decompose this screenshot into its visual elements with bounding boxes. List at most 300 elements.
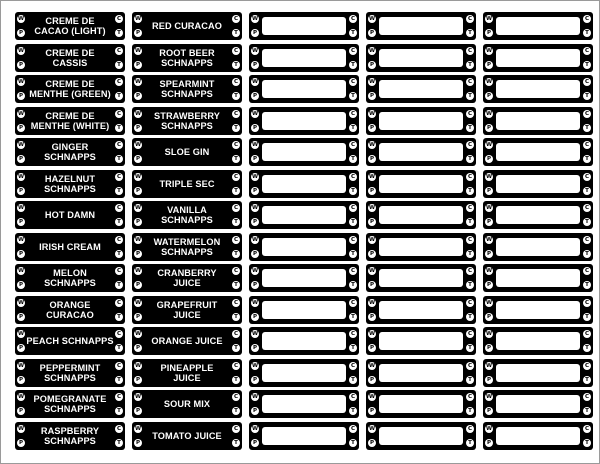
label-text: WATERMELON SCHNAPPS [153, 236, 221, 257]
badge-p-icon: P [135, 439, 141, 446]
blank-write-area [379, 49, 463, 67]
badge-w-icon: W [251, 331, 259, 337]
badge-w-icon: W [368, 142, 376, 148]
blank-bottle-label [249, 327, 359, 355]
badge-p-icon: P [369, 124, 375, 131]
label-text: MELON SCHNAPPS [44, 268, 96, 288]
badge-w-icon: W [134, 79, 142, 85]
badge-t-icon: T [466, 407, 474, 415]
badge-c-icon: C [584, 362, 590, 369]
badge-c-icon: C [350, 142, 356, 148]
badge-t-icon: T [115, 281, 123, 289]
blank-write-area [379, 206, 463, 224]
badge-p-icon: P [252, 30, 258, 36]
label-text: SLOE GIN [164, 147, 210, 157]
blank-bottle-label [366, 44, 476, 72]
bottle-label [15, 296, 125, 324]
badge-c-icon: C [584, 394, 590, 400]
bottle-label [15, 201, 125, 229]
blank-write-area [262, 395, 346, 413]
badge-w-icon: W [251, 47, 259, 54]
badge-t-icon: T [349, 124, 357, 132]
badge-c-icon: C [233, 236, 239, 243]
blank-write-area [496, 301, 580, 319]
badge-w-icon: W [251, 268, 259, 274]
badge-t-icon: T [583, 407, 591, 415]
bottle-label [132, 201, 242, 229]
badge-c-icon: C [116, 16, 122, 22]
badge-w-icon: W [17, 299, 25, 306]
badge-w-icon: W [485, 268, 493, 274]
badge-c-icon: C [584, 299, 590, 306]
badge-p-icon: P [18, 408, 24, 414]
blank-write-area [496, 112, 580, 130]
label-text: VANILLA SCHNAPPS [161, 205, 213, 225]
badge-t-icon: T [115, 344, 123, 352]
badge-t-icon: T [232, 407, 240, 415]
blank-write-area [379, 80, 463, 98]
label-text: CREME DE CACAO (LIGHT) [34, 16, 106, 36]
blank-write-area [262, 112, 346, 130]
blank-bottle-label [483, 264, 593, 292]
badge-w-icon: W [17, 173, 25, 180]
badge-c-icon: C [116, 331, 122, 337]
bottle-label [132, 359, 242, 387]
blank-write-area [496, 395, 580, 413]
badge-t-icon: T [583, 281, 591, 289]
badge-p-icon: P [486, 408, 492, 414]
badge-t-icon: T [583, 250, 591, 258]
badge-w-icon: W [134, 299, 142, 306]
badge-t-icon: T [583, 313, 591, 321]
badge-c-icon: C [233, 47, 239, 54]
blank-write-area [496, 427, 580, 445]
badge-w-icon: W [251, 236, 259, 243]
label-text: CRANBERRY JUICE [157, 268, 217, 288]
badge-w-icon: W [485, 79, 493, 85]
badge-w-icon: W [251, 362, 259, 369]
label-text: STRAWBERRY SCHNAPPS [154, 110, 220, 131]
blank-write-area [496, 175, 580, 193]
label-text: PEPPERMINT SCHNAPPS [39, 362, 101, 383]
bottle-label [132, 138, 242, 166]
badge-c-icon: C [233, 173, 239, 180]
badge-t-icon: T [466, 187, 474, 195]
badge-c-icon: C [233, 205, 239, 211]
badge-p-icon: P [18, 93, 24, 99]
bottle-label [15, 233, 125, 261]
badge-w-icon: W [134, 394, 142, 400]
badge-c-icon: C [584, 425, 590, 432]
badge-t-icon: T [115, 250, 123, 258]
badge-c-icon: C [350, 205, 356, 211]
blank-bottle-label [249, 201, 359, 229]
badge-p-icon: P [369, 156, 375, 162]
badge-p-icon: P [252, 219, 258, 225]
badge-t-icon: T [466, 439, 474, 447]
blank-bottle-label [483, 138, 593, 166]
badge-t-icon: T [349, 376, 357, 384]
label-text: SPEARMINT SCHNAPPS [159, 79, 215, 99]
badge-w-icon: W [251, 394, 259, 400]
bottle-label [15, 75, 125, 103]
badge-w-icon: W [17, 362, 25, 369]
badge-p-icon: P [486, 187, 492, 194]
blank-bottle-label [483, 296, 593, 324]
blank-bottle-label [483, 390, 593, 418]
badge-p-icon: P [486, 439, 492, 446]
badge-c-icon: C [233, 425, 239, 432]
badge-t-icon: T [115, 218, 123, 226]
badge-c-icon: C [350, 16, 356, 22]
blank-write-area [379, 301, 463, 319]
badge-c-icon: C [116, 205, 122, 211]
badge-t-icon: T [583, 376, 591, 384]
bottle-label [15, 138, 125, 166]
badge-c-icon: C [116, 79, 122, 85]
badge-w-icon: W [368, 16, 376, 22]
badge-w-icon: W [17, 110, 25, 117]
label-text: ORANGE JUICE [151, 336, 223, 346]
badge-c-icon: C [467, 331, 473, 337]
badge-w-icon: W [251, 142, 259, 148]
blank-bottle-label [249, 390, 359, 418]
badge-w-icon: W [251, 425, 259, 432]
badge-c-icon: C [584, 16, 590, 22]
label-text: TOMATO JUICE [152, 430, 222, 441]
badge-t-icon: T [466, 124, 474, 132]
blank-bottle-label [366, 264, 476, 292]
blank-write-area [496, 332, 580, 350]
badge-t-icon: T [583, 155, 591, 163]
badge-c-icon: C [233, 110, 239, 117]
blank-write-area [379, 395, 463, 413]
badge-w-icon: W [485, 236, 493, 243]
label-grid [15, 12, 593, 450]
badge-c-icon: C [467, 236, 473, 243]
badge-c-icon: C [467, 173, 473, 180]
badge-c-icon: C [116, 236, 122, 243]
badge-w-icon: W [368, 331, 376, 337]
badge-w-icon: W [17, 331, 25, 337]
bottle-label [15, 170, 125, 198]
badge-c-icon: C [233, 299, 239, 306]
label-text: SOUR MIX [163, 399, 211, 409]
badge-c-icon: C [233, 268, 239, 274]
badge-w-icon: W [368, 205, 376, 211]
badge-c-icon: C [467, 205, 473, 211]
badge-t-icon: T [232, 155, 240, 163]
badge-p-icon: P [486, 376, 492, 383]
badge-p-icon: P [369, 219, 375, 225]
badge-c-icon: C [467, 47, 473, 54]
label-text: GINGER SCHNAPPS [44, 142, 96, 162]
badge-t-icon: T [232, 187, 240, 195]
badge-p-icon: P [486, 250, 492, 257]
label-text: RASPBERRY SCHNAPPS [40, 425, 100, 446]
badge-t-icon: T [232, 92, 240, 100]
blank-bottle-label [249, 44, 359, 72]
badge-c-icon: C [467, 299, 473, 306]
badge-p-icon: P [18, 61, 24, 68]
blank-bottle-label [249, 107, 359, 135]
badge-w-icon: W [251, 173, 259, 180]
badge-w-icon: W [134, 331, 142, 337]
badge-c-icon: C [350, 110, 356, 117]
badge-t-icon: T [115, 407, 123, 415]
badge-w-icon: W [134, 47, 142, 54]
badge-c-icon: C [350, 362, 356, 369]
badge-p-icon: P [486, 282, 492, 288]
label-text: TRIPLE SEC [159, 178, 215, 189]
badge-p-icon: P [486, 156, 492, 162]
blank-write-area [262, 301, 346, 319]
blank-bottle-label [366, 107, 476, 135]
badge-p-icon: P [252, 250, 258, 257]
blank-write-area [379, 332, 463, 350]
badge-w-icon: W [251, 16, 259, 22]
badge-w-icon: W [485, 205, 493, 211]
badge-w-icon: W [485, 47, 493, 54]
blank-bottle-label [366, 75, 476, 103]
badge-p-icon: P [252, 93, 258, 99]
badge-c-icon: C [116, 299, 122, 306]
badge-p-icon: P [135, 219, 141, 225]
badge-p-icon: P [135, 345, 141, 351]
badge-p-icon: P [135, 376, 141, 383]
blank-write-area [379, 427, 463, 445]
blank-write-area [379, 143, 463, 161]
blank-write-area [379, 269, 463, 287]
badge-w-icon: W [368, 268, 376, 274]
blank-write-area [379, 238, 463, 256]
blank-write-area [262, 332, 346, 350]
badge-c-icon: C [584, 47, 590, 54]
badge-p-icon: P [18, 30, 24, 36]
badge-c-icon: C [467, 110, 473, 117]
blank-bottle-label [483, 359, 593, 387]
badge-p-icon: P [252, 156, 258, 162]
badge-p-icon: P [486, 30, 492, 36]
blank-write-area [262, 427, 346, 445]
badge-c-icon: C [116, 173, 122, 180]
badge-w-icon: W [17, 205, 25, 211]
badge-t-icon: T [115, 61, 123, 69]
bottle-label [132, 327, 242, 355]
label-text: PINEAPPLE JUICE [160, 362, 214, 383]
badge-p-icon: P [18, 345, 24, 351]
badge-c-icon: C [350, 236, 356, 243]
badge-c-icon: C [350, 299, 356, 306]
badge-p-icon: P [252, 376, 258, 383]
badge-p-icon: P [135, 156, 141, 162]
blank-bottle-label [249, 359, 359, 387]
badge-c-icon: C [584, 331, 590, 337]
badge-t-icon: T [466, 281, 474, 289]
badge-t-icon: T [466, 155, 474, 163]
badge-p-icon: P [135, 408, 141, 414]
badge-t-icon: T [466, 313, 474, 321]
badge-t-icon: T [232, 439, 240, 447]
bottle-label [132, 296, 242, 324]
blank-write-area [379, 17, 463, 35]
badge-t-icon: T [232, 344, 240, 352]
badge-c-icon: C [350, 47, 356, 54]
blank-write-area [496, 238, 580, 256]
badge-t-icon: T [466, 250, 474, 258]
badge-p-icon: P [252, 282, 258, 288]
blank-bottle-label [366, 12, 476, 40]
badge-t-icon: T [349, 250, 357, 258]
badge-p-icon: P [486, 93, 492, 99]
bottle-label [132, 390, 242, 418]
badge-p-icon: P [486, 313, 492, 320]
label-text: CREME DE MENTHE (WHITE) [30, 110, 110, 131]
badge-t-icon: T [349, 61, 357, 69]
badge-c-icon: C [233, 331, 239, 337]
badge-c-icon: C [584, 268, 590, 274]
badge-t-icon: T [349, 92, 357, 100]
badge-c-icon: C [233, 394, 239, 400]
badge-w-icon: W [17, 16, 25, 22]
blank-bottle-label [366, 296, 476, 324]
bottle-label [15, 390, 125, 418]
badge-w-icon: W [134, 173, 142, 180]
label-text: HAZELNUT SCHNAPPS [44, 173, 96, 194]
badge-p-icon: P [486, 219, 492, 225]
badge-w-icon: W [368, 110, 376, 117]
badge-c-icon: C [350, 173, 356, 180]
badge-t-icon: T [115, 376, 123, 384]
badge-t-icon: T [466, 29, 474, 37]
badge-c-icon: C [584, 79, 590, 85]
badge-p-icon: P [486, 61, 492, 68]
label-text: CREME DE CASSIS [45, 47, 95, 68]
badge-p-icon: P [252, 187, 258, 194]
badge-w-icon: W [17, 425, 25, 432]
bottle-label [15, 422, 125, 450]
badge-t-icon: T [232, 250, 240, 258]
badge-p-icon: P [486, 345, 492, 351]
badge-w-icon: W [17, 79, 25, 85]
badge-c-icon: C [233, 362, 239, 369]
badge-w-icon: W [17, 236, 25, 243]
bottle-label [15, 44, 125, 72]
blank-bottle-label [366, 170, 476, 198]
badge-t-icon: T [115, 313, 123, 321]
badge-t-icon: T [466, 344, 474, 352]
blank-bottle-label [366, 201, 476, 229]
blank-bottle-label [483, 44, 593, 72]
badge-p-icon: P [135, 187, 141, 194]
badge-c-icon: C [116, 362, 122, 369]
badge-p-icon: P [18, 282, 24, 288]
badge-c-icon: C [467, 142, 473, 148]
badge-w-icon: W [485, 425, 493, 432]
badge-p-icon: P [369, 439, 375, 446]
blank-bottle-label [249, 138, 359, 166]
blank-bottle-label [249, 233, 359, 261]
badge-w-icon: W [134, 205, 142, 211]
badge-p-icon: P [135, 30, 141, 36]
label-text: HOT DAMN [44, 210, 96, 220]
blank-write-area [262, 49, 346, 67]
badge-w-icon: W [485, 110, 493, 117]
bottle-label [132, 107, 242, 135]
badge-t-icon: T [583, 124, 591, 132]
badge-p-icon: P [135, 61, 141, 68]
badge-w-icon: W [368, 425, 376, 432]
badge-p-icon: P [369, 345, 375, 351]
badge-c-icon: C [467, 79, 473, 85]
bottle-label [132, 44, 242, 72]
blank-bottle-label [249, 75, 359, 103]
badge-w-icon: W [485, 331, 493, 337]
badge-c-icon: C [116, 394, 122, 400]
badge-t-icon: T [232, 29, 240, 37]
bottle-label [15, 12, 125, 40]
blank-write-area [496, 206, 580, 224]
badge-w-icon: W [368, 394, 376, 400]
badge-w-icon: W [251, 205, 259, 211]
badge-t-icon: T [466, 218, 474, 226]
badge-t-icon: T [349, 155, 357, 163]
label-text: GRAPEFRUIT JUICE [156, 299, 218, 320]
badge-c-icon: C [350, 425, 356, 432]
badge-t-icon: T [583, 29, 591, 37]
badge-c-icon: C [584, 205, 590, 211]
badge-p-icon: P [252, 124, 258, 131]
badge-w-icon: W [368, 47, 376, 54]
blank-bottle-label [483, 327, 593, 355]
blank-write-area [262, 143, 346, 161]
blank-bottle-label [483, 422, 593, 450]
blank-bottle-label [249, 264, 359, 292]
badge-c-icon: C [584, 110, 590, 117]
blank-write-area [262, 269, 346, 287]
badge-w-icon: W [134, 142, 142, 148]
badge-p-icon: P [18, 219, 24, 225]
badge-c-icon: C [467, 425, 473, 432]
blank-bottle-label [249, 170, 359, 198]
label-text: IRISH CREAM [39, 241, 101, 252]
blank-write-area [496, 143, 580, 161]
badge-t-icon: T [232, 218, 240, 226]
badge-p-icon: P [252, 439, 258, 446]
badge-p-icon: P [369, 313, 375, 320]
badge-c-icon: C [233, 16, 239, 22]
blank-bottle-label [366, 233, 476, 261]
blank-bottle-label [249, 422, 359, 450]
badge-p-icon: P [135, 313, 141, 320]
blank-write-area [496, 269, 580, 287]
badge-t-icon: T [349, 29, 357, 37]
badge-p-icon: P [369, 250, 375, 257]
badge-p-icon: P [369, 376, 375, 383]
badge-w-icon: W [134, 236, 142, 243]
badge-p-icon: P [369, 61, 375, 68]
blank-write-area [379, 175, 463, 193]
blank-bottle-label [366, 390, 476, 418]
bottle-label [132, 422, 242, 450]
blank-bottle-label [366, 359, 476, 387]
badge-t-icon: T [349, 218, 357, 226]
blank-write-area [262, 175, 346, 193]
blank-write-area [496, 17, 580, 35]
badge-p-icon: P [252, 313, 258, 320]
bottle-label [132, 264, 242, 292]
badge-w-icon: W [17, 394, 25, 400]
